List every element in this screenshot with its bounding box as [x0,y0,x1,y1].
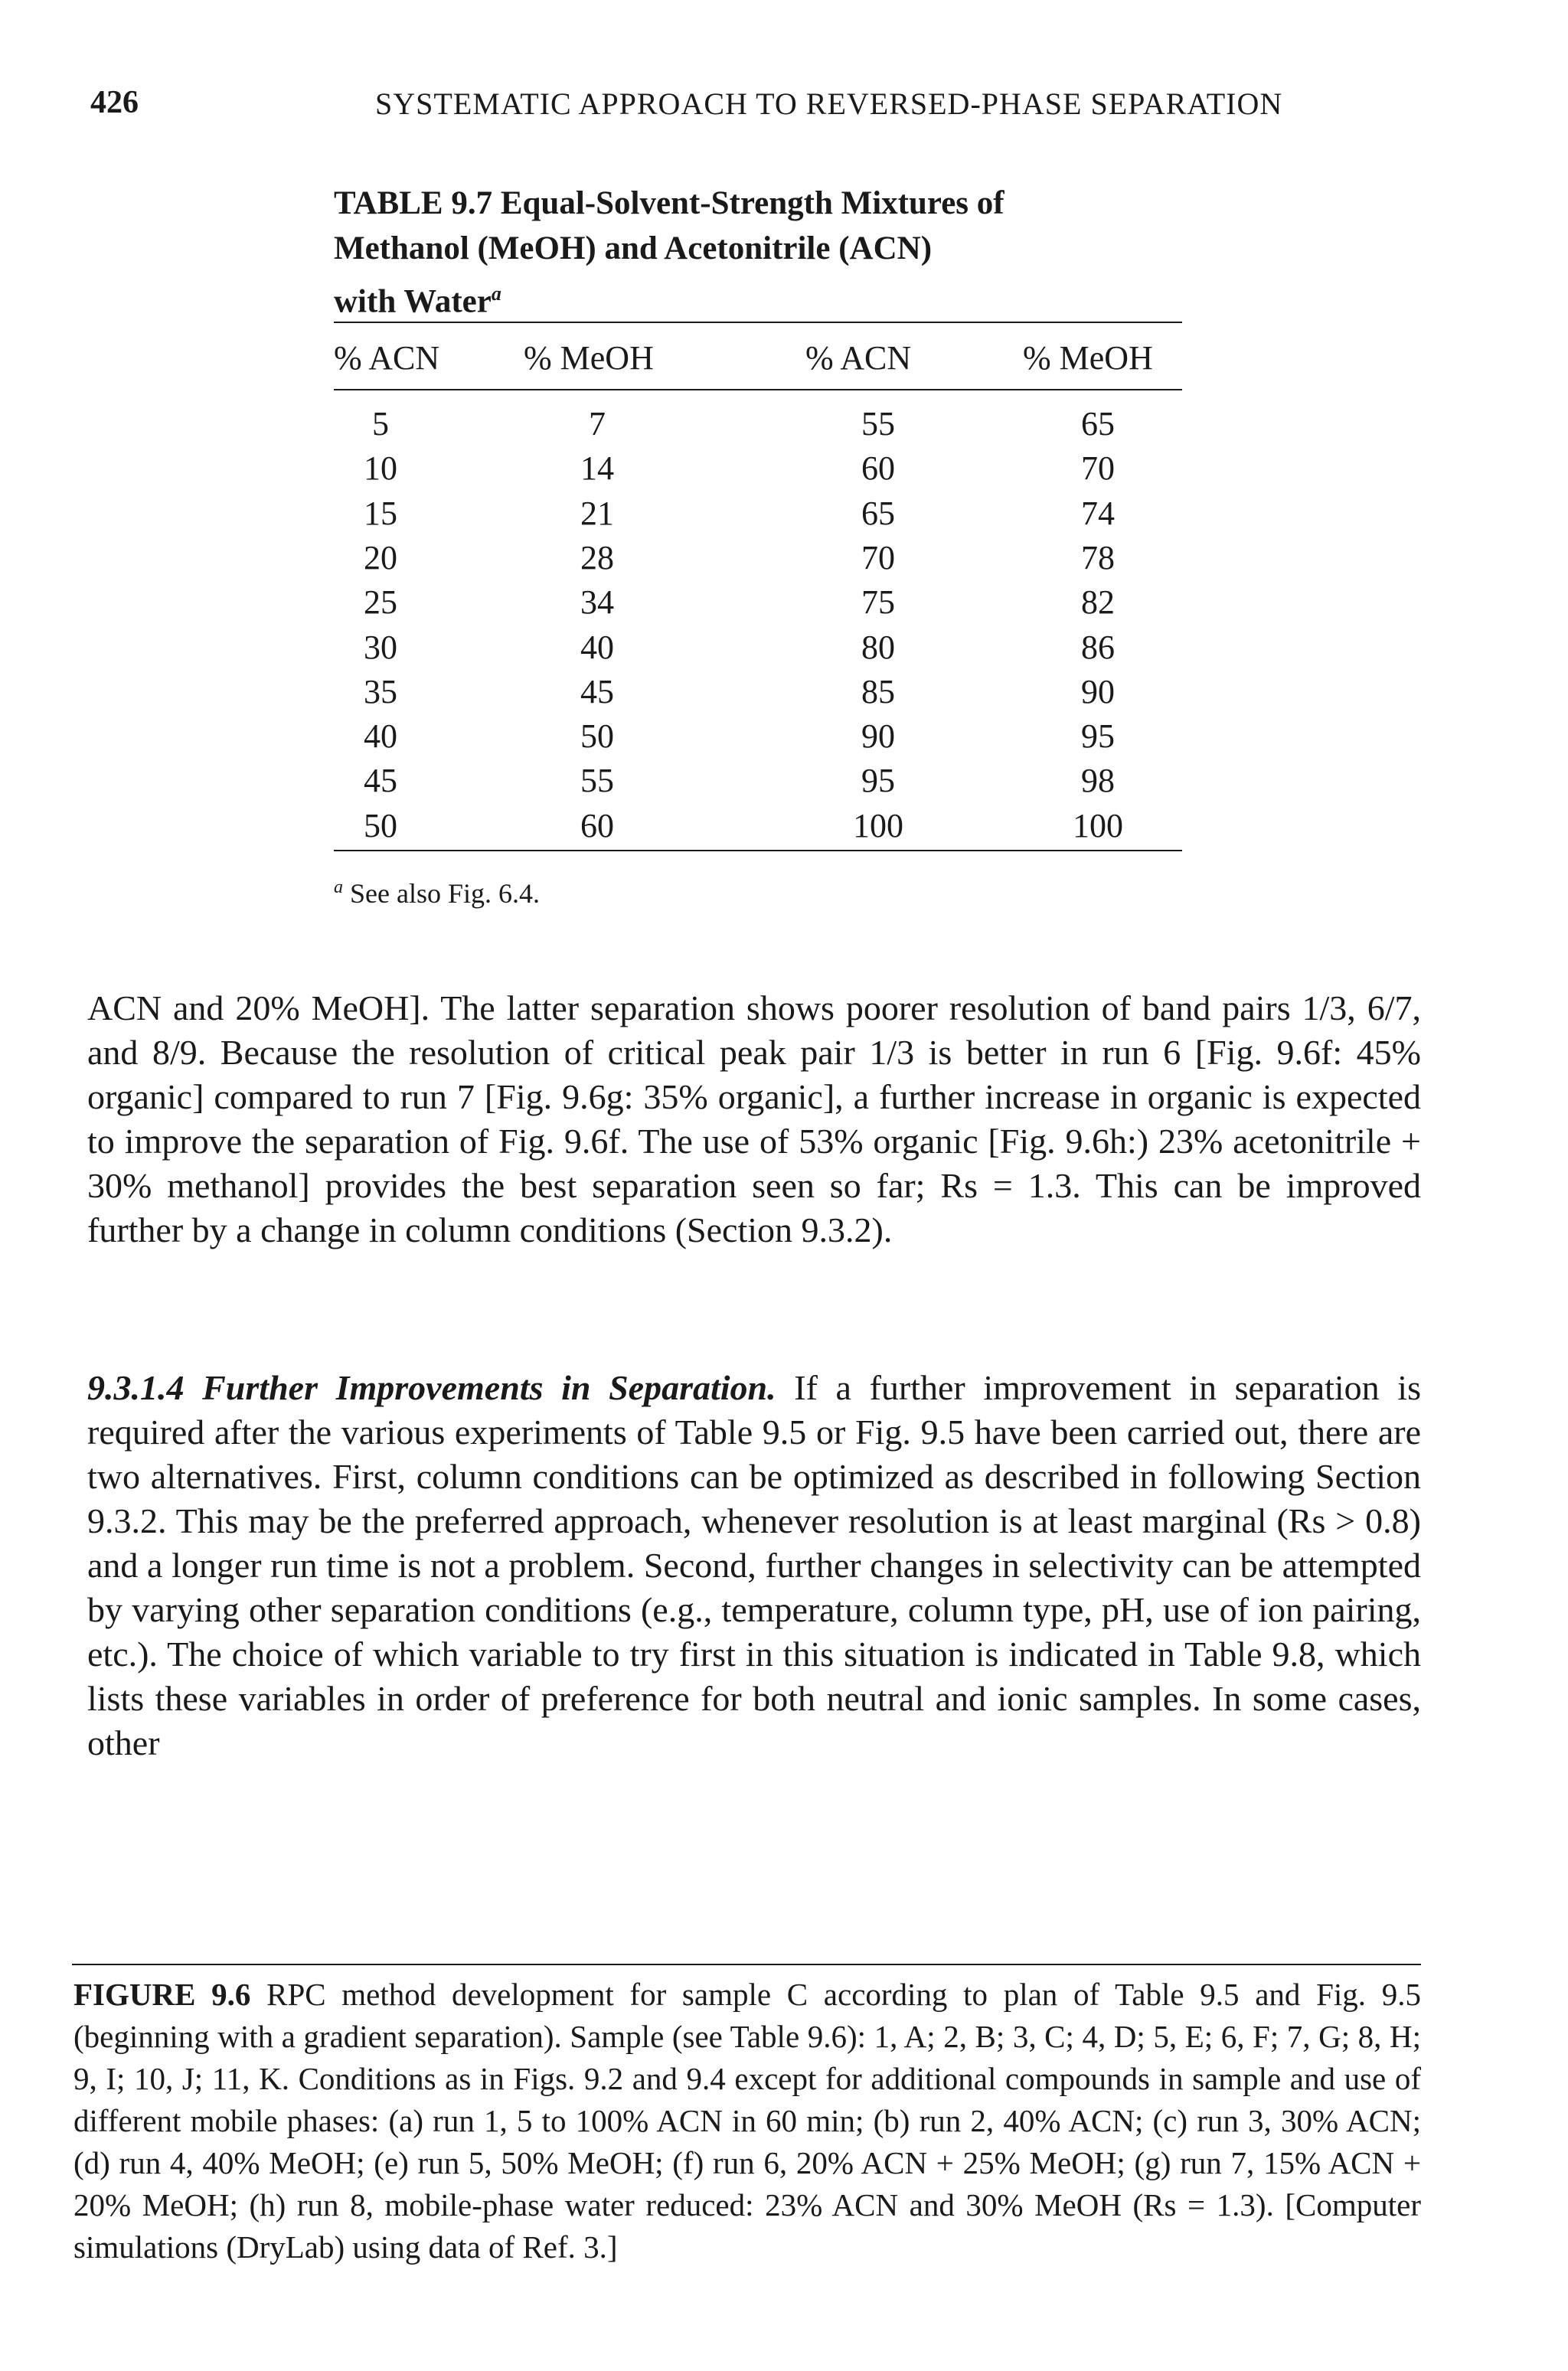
table-cell: 10 [364,449,397,487]
table-cell: 14 [580,449,614,487]
table-cell: 78 [1081,539,1115,576]
table-cell: 30 [364,629,397,666]
table-cell: 28 [580,539,614,576]
table-cell: 90 [1081,673,1115,710]
body-paragraph-2 [87,1366,1421,1765]
table-cell: 55 [580,762,614,799]
table-cell: 40 [364,717,397,755]
table-cell: 50 [364,807,397,844]
table-cell: 7 [589,405,606,443]
table-cell: 35 [364,673,397,710]
table-caption-line-2: Methanol (MeOH) and Acetonitrile (ACN) [334,230,933,266]
table-cell: 100 [1073,807,1123,844]
column-header-acn-2: % ACN [805,339,912,377]
table-cell: 65 [861,495,895,532]
table-footnote-text: See also Fig. 6.4. [343,878,540,909]
table-cell: 20 [364,539,397,576]
figure-caption-text: RPC method development for sample C according to plan of Table 9.5 and Fig. 9.5 (beginning with a gradient separation). Sample (see Table 9.6): 1, A; 2, B; 3, C; 4, D; 5, E; 6, F; 7, G; 8, H; 9, I; 10, J; 11, K. Conditions as in Figs. 9.2 and 9.4 except for additional compounds in sample and use of different mobile phases: (a) run 1, 5 to 100% ACN in 60 min; (b) run 2, 40% ACN; (c) run 3, 30% ACN; (d) run 4, 40% MeOH; (e) run 5, 50% MeOH; (f) run 6, 20% ACN + 25% MeOH; (g) run 7, 15% ACN + 20% MeOH; (h) run 8, mobile-phase water reduced: 23% ACN and 30% MeOH (Rs = 1.3). [Computer simulations (DryLab) using data of Ref. 3.] [74,1977,1421,2265]
figure-label: FIGURE 9.6 [74,1977,251,2012]
table-caption-marker: a [491,282,501,305]
body-paragraph-1 [87,986,1421,1252]
table-caption [334,181,1207,324]
table-cell: 45 [580,673,614,710]
body-paragraph-1-text: ACN and 20% MeOH]. The latter separation shows poorer resolution of band pairs 1/3, 6/7, and 8/9. Because the resolution of critical peak pair 1/3 is better in run 6 [Fig. 9.6f: 45% organic] compared to run 7 [Fig. 9.6g: 35% organic], a further increase in organic is expected to improve the separation of Fig. 9.6f. The use of 53% organic [Fig. 9.6h:) 23% acetonitrile + 30% methanol] provides the best separation seen so far; Rs = 1.3. This can be improved further by a change in column conditions (Section 9.3.2). [87,988,1421,1249]
body-paragraph-2-text: If a further improvement in separation is required after the various experiments of Table 9.5 or Fig. 9.5 have been carried out, there are two alternatives. First, column conditions can be optimized as described in following Section 9.3.2. This may be the preferred approach, whenever resolution is at least marginal (Rs > 0.8) and a longer run time is not a problem. Second, further changes in selectivity can be attempted by varying other separation conditions (e.g., temperature, column type, pH, use of ion pairing, etc.). The choice of which variable to try first in this situation is indicated in Table 9.8, which lists these variables in order of preference for both neutral and ionic samples. In some cases, other [87,1368,1421,1762]
table-cell: 70 [1081,449,1115,487]
table-cell: 65 [1081,405,1115,443]
table-top-rule [334,322,1182,323]
table-cell: 95 [861,762,895,799]
table-footnote-marker: a [334,877,343,897]
table-footnote [334,877,540,910]
table-cell: 45 [364,762,397,799]
table-cell: 86 [1081,629,1115,666]
body-paragraph-2-content [87,1366,1421,1765]
table-header-rule [334,389,1182,390]
section-heading: 9.3.1.4 Further Improvements in Separation. [87,1368,776,1407]
table-cell: 98 [1081,762,1115,799]
table-caption-line-3 [334,271,1207,324]
table-cell: 50 [580,717,614,755]
page-number: 426 [90,85,139,120]
table-cell: 60 [580,807,614,844]
column-header-meoh-1: % MeOH [524,339,654,377]
running-title: SYSTEMATIC APPROACH TO REVERSED-PHASE SEPARATION [375,87,1283,121]
table-cell: 55 [861,405,895,443]
table-cell: 34 [580,583,614,621]
column-header-meoh-2: % MeOH [1023,339,1153,377]
table-cell: 5 [372,405,389,443]
figure-caption-rule [72,1964,1421,1965]
table-cell: 21 [580,495,614,532]
table-cell: 95 [1081,717,1115,755]
running-head [90,84,1438,130]
table-cell: 90 [861,717,895,755]
table-cell: 75 [861,583,895,621]
table-cell: 25 [364,583,397,621]
table-bottom-rule [334,850,1182,851]
table-cell: 60 [861,449,895,487]
table-cell: 85 [861,673,895,710]
column-header-acn-1: % ACN [334,339,440,377]
table-caption-line-1: TABLE 9.7 Equal-Solvent-Strength Mixtures of [334,185,1004,221]
table-cell: 80 [861,629,895,666]
table-cell: 82 [1081,583,1115,621]
table-cell: 70 [861,539,895,576]
table-cell: 15 [364,495,397,532]
table-caption-line-3-text: with Water [334,283,492,320]
table-cell: 74 [1081,495,1115,532]
figure-caption [74,1974,1421,2268]
table-cell: 100 [853,807,903,844]
table-cell: 40 [580,629,614,666]
